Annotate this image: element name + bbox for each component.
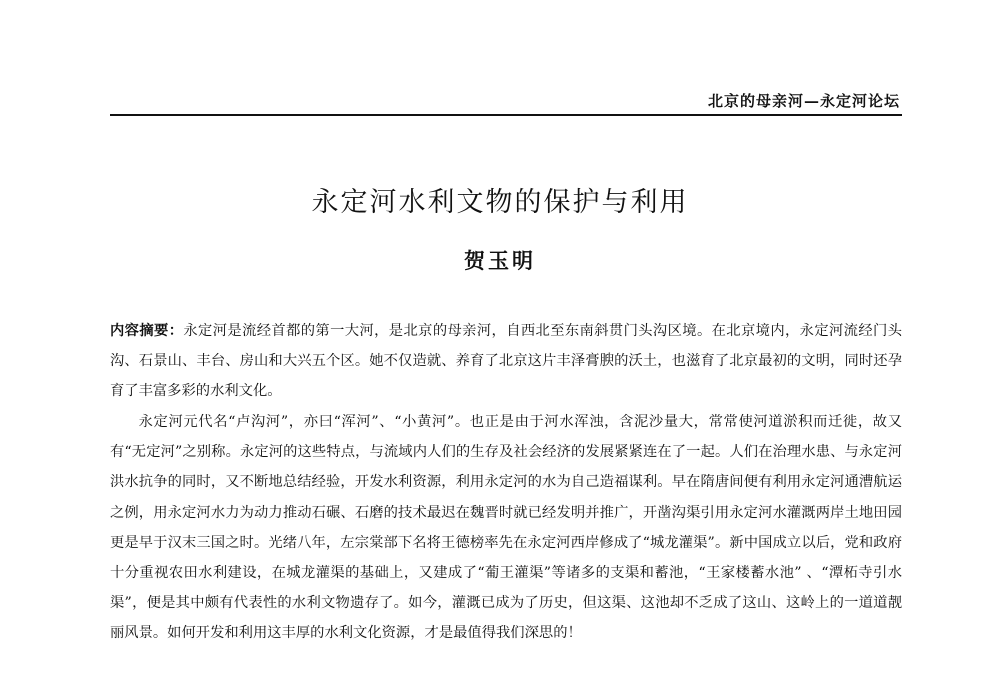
abstract-text: 永定河是流经首都的第一大河，是北京的母亲河，自西北至东南斜贯门头沟区境。在北京境内，永定河流经门头沟、石景山、丰台、房山和大兴五个区。她不仅造就、养育了北京这片丰泽膏腴的沃土，也滋育了北京最初的文明，同时还孕育了丰富多彩的水利文化。 [110, 323, 903, 400]
abstract-label: 内容摘要： [110, 323, 184, 339]
running-header: 北京的母亲河—永定河论坛 [707, 92, 900, 110]
body-paragraph: 永定河元代名“卢沟河”，亦曰“浑河”、“小黄河”。也正是由于河水浑浊，含泥沙量大，常常使河道淤积而迁徙，故又有“无定河”之别称。永定河的这些特点，与流域内人们的生存及社会经济的发展紧紧连在了一起。人们在治理水患、与永定河洪水抗争的同时，又不断地总结经验，开发水利资源，利用永定河的水为自己造福谋利。早在隋唐间便有利用永定河通漕航运之例，用永定河水力为动力推动石碾、石磨的技术最迟在魏晋时就已经发明并推广，开凿沟渠引用永定河水灌溉两岸土地田园更是早于汉末三国之时。光绪八年，左宗棠部下名将王德榜率先在永定河西岸修成了“城龙灌渠”。新中国成立以后，党和政府十分重视农田水利建设，在城龙灌渠的基础上，又建成了“葡王灌渠”等诸多的支渠和蓄池，“王家楼蓄水池” 、“潭柘寺引水渠”，便是其中颇有代表性的水利文物遗存了。如今，灌溉已成为了历史，但这渠、这池却不乏成了这山、这岭上的一道道靓丽风景。如何开发和利用这丰厚的水利文化资源，才是最值得我们深思的！ [110, 414, 902, 642]
article-title: 永定河水利文物的保护与利用 [311, 187, 689, 218]
abstract [110, 316, 902, 407]
header-rule [110, 114, 902, 116]
author-name: 贺玉明 [464, 248, 536, 273]
